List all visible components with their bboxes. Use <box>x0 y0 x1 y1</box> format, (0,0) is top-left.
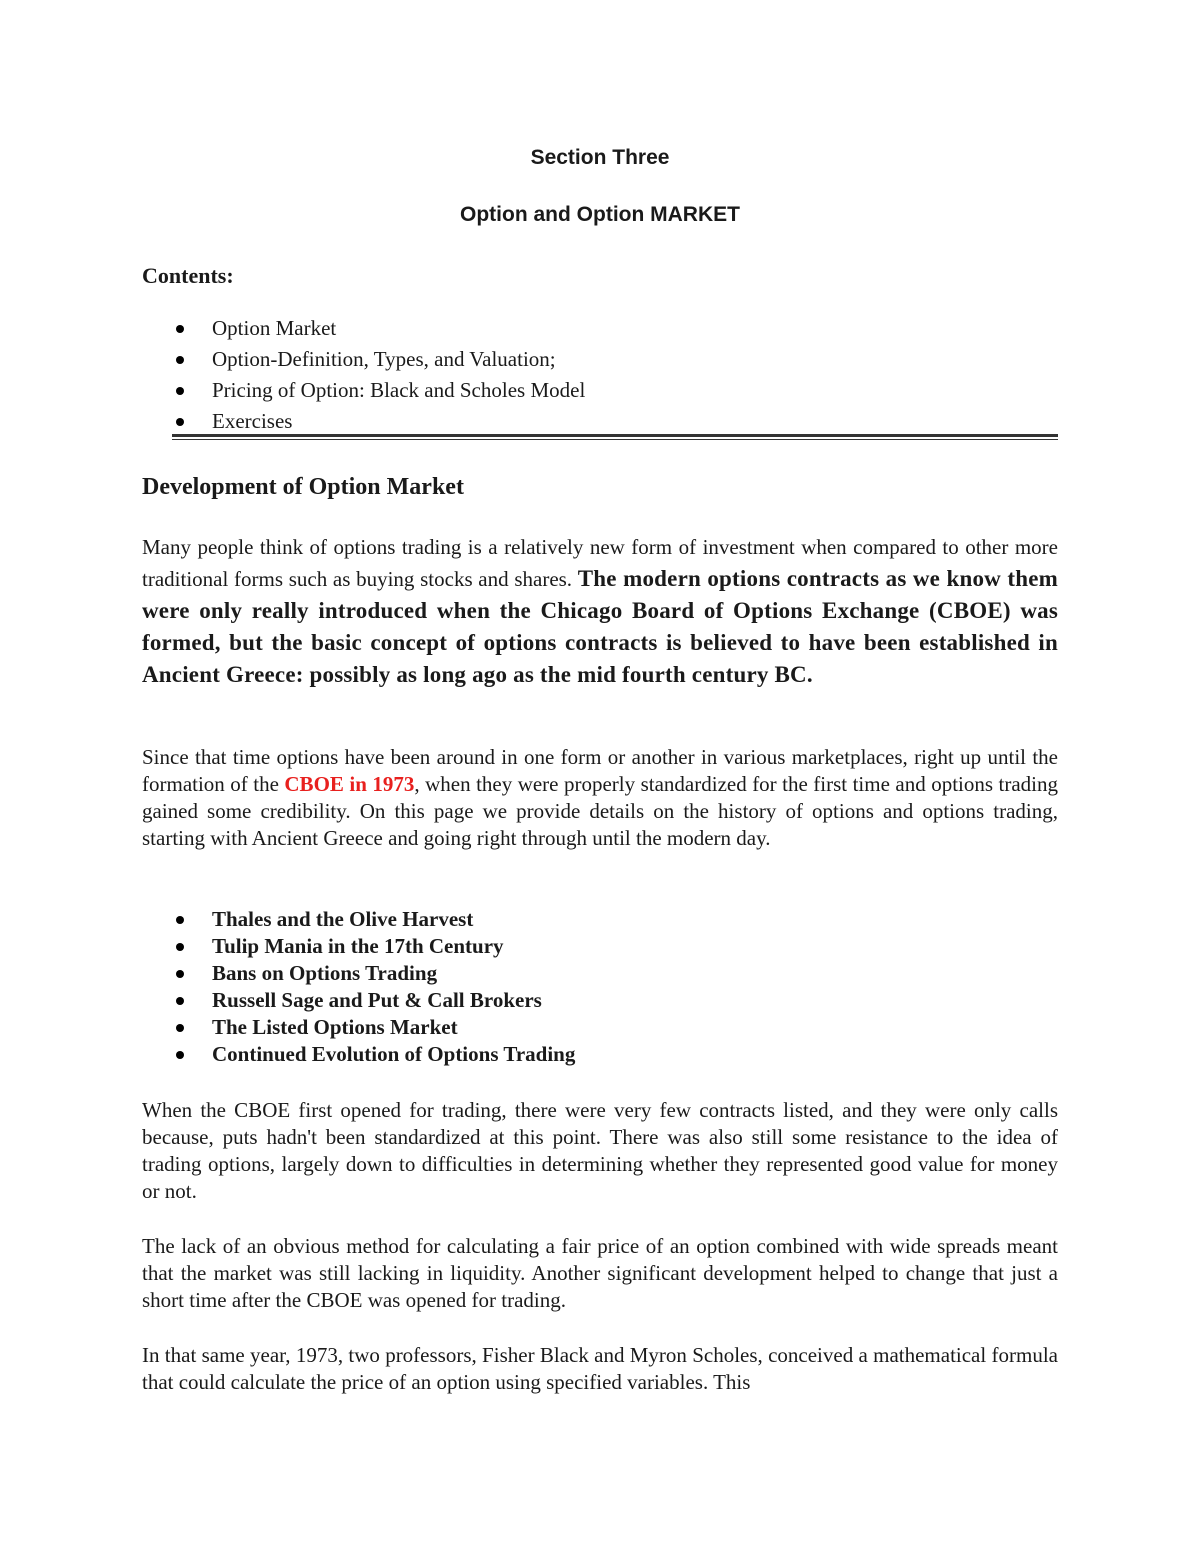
section-heading: Development of Option Market <box>142 474 464 500</box>
bullet-icon <box>176 1051 184 1059</box>
bullet-icon <box>176 356 184 364</box>
double-divider <box>172 434 1058 440</box>
contents-item: Exercises <box>142 406 585 437</box>
history-topics-list <box>142 906 575 1068</box>
bullet-icon <box>176 325 184 333</box>
contents-label: Contents: <box>142 263 234 288</box>
bullet-icon <box>176 997 184 1005</box>
history-topic-item: Russell Sage and Put & Call Brokers <box>142 987 575 1014</box>
bullet-icon <box>176 418 184 426</box>
paragraph-intro: Many people think of options trading is a relatively new form of investment when compared to other more traditional forms such as buying stocks and shares. The modern options contracts as we know them were only really introduced when the Chicago Board of Options Exchange (CBOE) was formed, but the basic concept of options contracts is believed to have been established in Ancient Greece: possibly as long ago as the mid fourth century BC. <box>142 535 1059 687</box>
bullet-icon <box>176 387 184 395</box>
history-topic-item: Thales and the Olive Harvest <box>142 906 575 933</box>
history-topic-item: The Listed Options Market <box>142 1014 575 1041</box>
contents-list <box>142 313 585 437</box>
bullet-icon <box>176 943 184 951</box>
highlight-cboe: CBOE in 1973 <box>284 772 415 796</box>
bullet-icon <box>176 1024 184 1032</box>
history-topic-item: Continued Evolution of Options Trading <box>142 1041 575 1068</box>
paragraph-black-scholes: In that same year, 1973, two professors, Fisher Black and Myron Scholes, conceived a mathematical formula that could calculate the price of an option using specified variables. This <box>142 1343 1058 1394</box>
history-topic-item: Bans on Options Trading <box>142 960 575 987</box>
contents-item: Option-Definition, Types, and Valuation; <box>142 344 585 375</box>
contents-item: Pricing of Option: Black and Scholes Model <box>142 375 585 406</box>
paragraph-cboe-opening: When the CBOE first opened for trading, there were very few contracts listed, and they were only calls because, puts hadn't been standardized at this point. There was also still some resistance to the idea of trading options, largely down to difficulties in determining whether they represented good value for money or not. <box>142 1098 1058 1203</box>
section-label: Section Three <box>530 146 670 169</box>
paragraph-history: Since that time options have been around in one form or another in various marketplaces, right up until the formation of the CBOE in 1973, when they were properly standardized for the first time and options trading gained some credibility. On this page we provide details on the history of options and options trading, starting with Ancient Greece and going right through until the modern day. <box>142 745 1058 850</box>
bullet-icon <box>176 970 184 978</box>
paragraph-liquidity: The lack of an obvious method for calculating a fair price of an option combined with wide spreads meant that the market was still lacking in liquidity. Another significant development helped to change that just a short time after the CBOE was opened for trading. <box>142 1234 1058 1312</box>
bold-statement: The modern options contracts as we know them were only really introduced when the Chicago Board of Options Exchange (CBOE) was formed, but the basic concept of options contracts is believed to have been established in Ancient Greece: possibly as long ago as the mid fourth century BC. <box>142 566 1059 687</box>
history-topic-item: Tulip Mania in the 17th Century <box>142 933 575 960</box>
document-title: Option and Option MARKET <box>460 203 740 226</box>
bullet-icon <box>176 916 184 924</box>
contents-item: Option Market <box>142 313 585 344</box>
